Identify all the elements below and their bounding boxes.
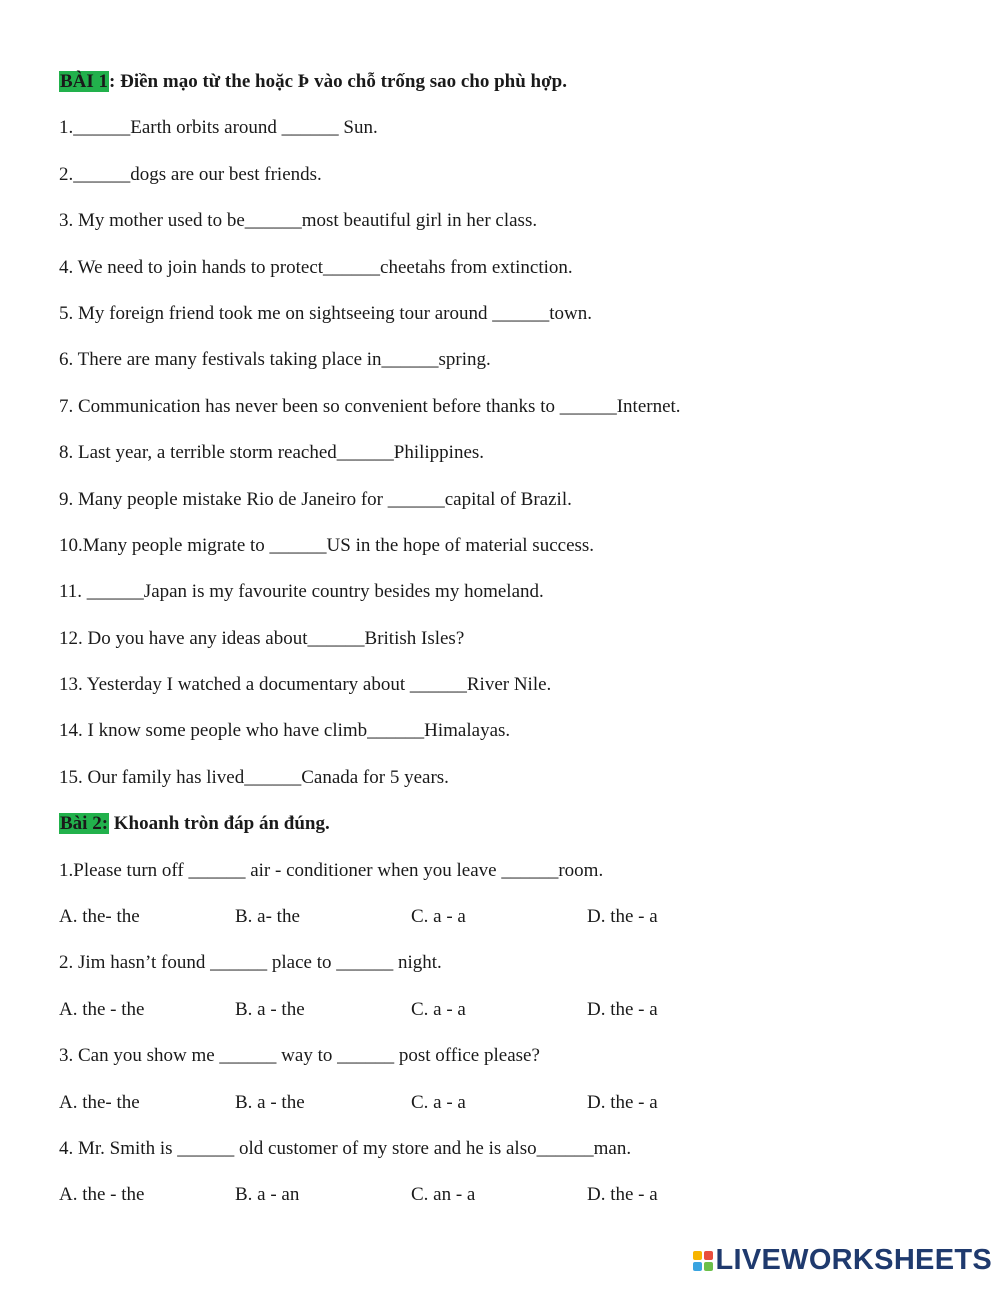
option-b[interactable]: B. a - an [235,1184,300,1206]
section1-item-10: 10.Many people migrate to ______US in the hope of material success. [59,534,595,556]
question-2: 2. Jim hasn’t found ______ place to ______ night. [59,952,442,974]
section1-item-7: 7. Communication has never been so convenient before thanks to ______Internet. [59,395,681,417]
option-d[interactable]: D. the - a [587,1091,658,1113]
logo-blocks-icon [693,1251,713,1271]
logo-block-3 [693,1262,702,1271]
logo-block-2 [704,1251,713,1260]
option-a[interactable]: A. the- the [59,906,140,928]
section1-item-14: 14. I know some people who have climb______Himalayas. [59,720,511,742]
option-b[interactable]: B. a- the [235,906,300,928]
option-a[interactable]: A. the - the [59,998,145,1020]
section1-title: : Điền mạo từ the hoặc Þ vào chỗ trống sao cho phù hợp. [109,71,567,92]
option-d[interactable]: D. the - a [587,906,658,928]
question-1: 1.Please turn off ______ air - conditioner when you leave ______room. [59,859,604,881]
option-c[interactable]: C. a - a [411,1091,466,1113]
logo-block-4 [704,1262,713,1271]
section1-item-1: 1.______Earth orbits around ______ Sun. [59,117,378,139]
section1-item-3: 3. My mother used to be______most beautiful girl in her class. [59,210,538,232]
option-c[interactable]: C. a - a [411,998,466,1020]
section1-item-2: 2.______dogs are our best friends. [59,163,322,185]
section1-item-12: 12. Do you have any ideas about______British Isles? [59,627,465,649]
option-a[interactable]: A. the - the [59,1184,145,1206]
logo-block-1 [693,1251,702,1260]
section1-item-13: 13. Yesterday I watched a documentary about ______River Nile. [59,674,552,696]
liveworksheets-logo [693,1244,993,1277]
question-3-options [59,1087,959,1133]
option-d[interactable]: D. the - a [587,1184,658,1206]
logo-text: LIVEWORKSHEETS [715,1244,992,1276]
option-a[interactable]: A. the- the [59,1091,140,1113]
section1-item-4: 4. We need to join hands to protect______cheetahs from extinction. [59,256,573,278]
section2-heading [59,808,959,854]
section1-tag: BÀI 1 [60,71,109,92]
section1-item-5: 5. My foreign friend took me on sightseeing tour around ______town. [59,302,592,324]
section1-item-9: 9. Many people mistake Rio de Janeiro for ______capital of Brazil. [59,488,572,510]
question-2-options [59,994,959,1040]
section1-item-15: 15. Our family has lived______Canada for 5 years. [59,766,449,788]
question-4: 4. Mr. Smith is ______ old customer of my store and he is also______man. [59,1137,632,1159]
section1-heading [59,66,959,112]
option-c[interactable]: C. a - a [411,906,466,928]
section2-tag: Bài 2: [60,813,109,835]
option-c[interactable]: C. an - a [411,1184,476,1206]
section2-title: Khoanh tròn đáp án đúng. [109,813,330,835]
option-d[interactable]: D. the - a [587,998,658,1020]
section1-item-6: 6. There are many festivals taking place in______spring. [59,349,491,371]
question-1-options [59,901,959,947]
question-3: 3. Can you show me ______ way to ______ post office please? [59,1045,540,1067]
worksheet [59,66,959,1226]
question-4-options [59,1179,959,1225]
option-b[interactable]: B. a - the [235,1091,305,1113]
section1-item-11: 11. ______Japan is my favourite country besides my homeland. [59,581,544,603]
option-b[interactable]: B. a - the [235,998,305,1020]
section1-item-8: 8. Last year, a terrible storm reached______Philippines. [59,442,485,464]
